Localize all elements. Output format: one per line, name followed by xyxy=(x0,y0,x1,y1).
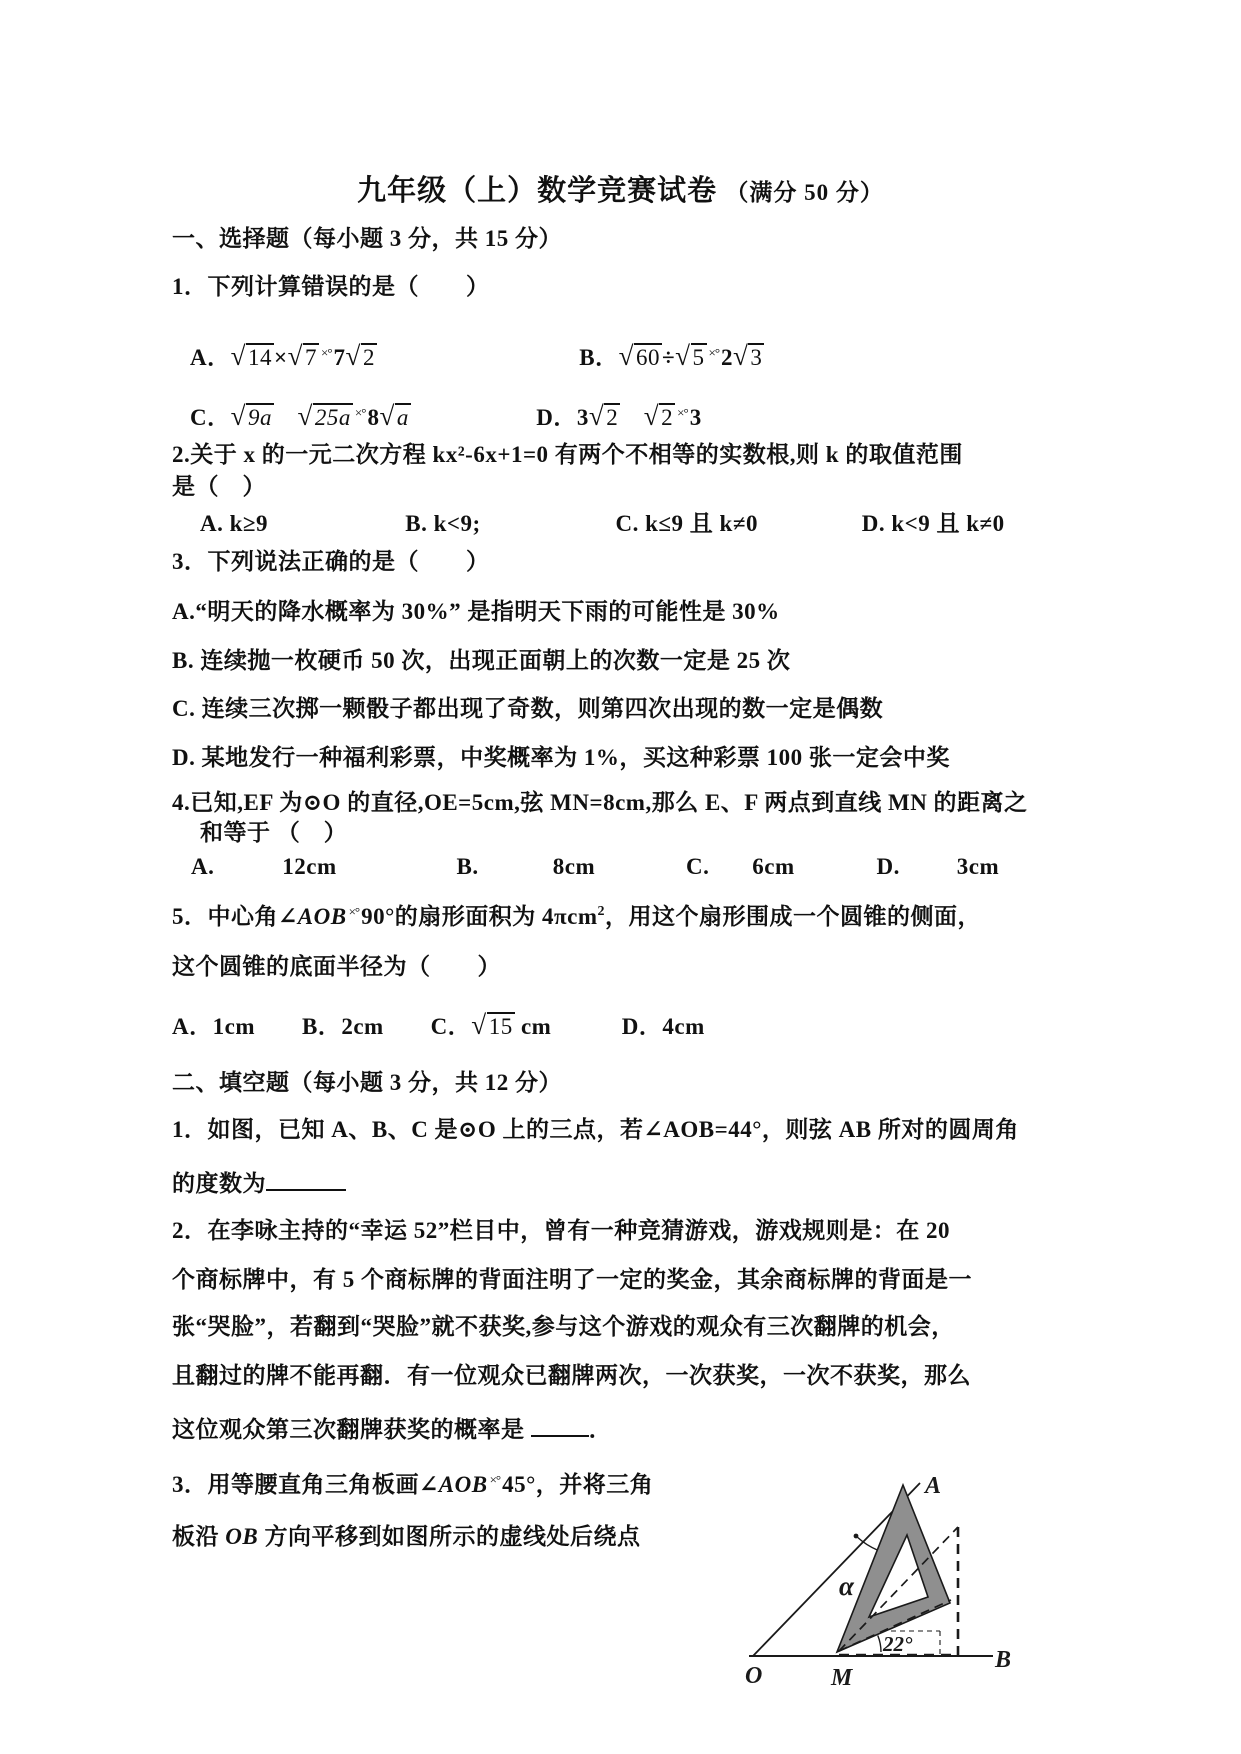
s1-q3-option-b: B. 连续抛一枚硬币 50 次，出现正面朝上的次数一定是 25 次 xyxy=(172,648,791,673)
section1-heading: 一、选择题（每小题 3 分，共 15 分） xyxy=(172,226,562,251)
s1-q1-options-row1 xyxy=(172,338,764,373)
figure-label-A: A xyxy=(925,1473,942,1499)
s2-q2-line1: 2．在李咏主持的“幸运 52”栏目中，曾有一种竞猜游戏，游戏规则是：在 20 xyxy=(172,1218,950,1243)
page-title xyxy=(0,168,1241,209)
figure-tick-dot xyxy=(854,1534,859,1539)
s1-q1-option-a: A．√14×√7 ×°7√2 xyxy=(190,341,375,371)
s1-q2-option-b: B. k<9; xyxy=(405,511,481,536)
s1-q2-options-row xyxy=(172,509,1005,539)
figure-q3-container xyxy=(735,1445,1065,1715)
s1-q4-option-b-label: B. xyxy=(456,854,479,879)
exam-title: 九年级（上）数学竞赛试卷 xyxy=(357,175,718,207)
s2-q2-line2: 个商标牌中，有 5 个商标牌的背面注明了一定的奖金，其余商标牌的背面是一 xyxy=(172,1267,972,1292)
figure-label-22deg: 22° xyxy=(883,1632,913,1656)
s2-q2-line3: 张“哭脸”，若翻到“哭脸”就不获奖,参与这个游戏的观众有三次翻牌的机会， xyxy=(172,1314,955,1339)
s1-q4-option-d-label: D. xyxy=(876,854,900,879)
s1-q4-option-b-value: 8cm xyxy=(552,854,596,879)
s2-q2-line4: 且翻过的牌不能再翻．有一位观众已翻牌两次，一次获奖，一次不获奖，那么 xyxy=(172,1363,971,1388)
s1-q2-stem-line1: 2.关于 x 的一元二次方程 kx²-6x+1=0 有两个不相等的实数根,则 k 的取值范围 xyxy=(172,442,963,467)
s2-q2-line5: 这位观众第三次翻牌获奖的概率是 ． xyxy=(172,1411,612,1445)
figure-arc-22 xyxy=(878,1636,881,1653)
s1-q2-option-d: D. k<9 且 k≠0 xyxy=(861,511,1005,536)
s1-q4-option-a-value: 12cm xyxy=(282,854,337,879)
s1-q1-option-c: C．√9a √25a ×°8√a xyxy=(190,401,409,431)
s1-q3-stem: 3．下列说法正确的是（ ） xyxy=(172,549,490,574)
s1-q5-stem-line2: 这个圆锥的底面半径为（ ） xyxy=(172,954,501,979)
figure-label-O: O xyxy=(745,1663,763,1689)
s1-q4-option-d-value: 3cm xyxy=(956,854,1000,879)
figure-label-M: M xyxy=(831,1665,853,1691)
s2-q3-line2: 板沿 OB 方向平移到如图所示的虚线处后绕点 xyxy=(172,1524,641,1549)
s1-q3-option-a: A.“明天的降水概率为 30%” 是指明天下雨的可能性是 30% xyxy=(172,599,780,624)
exam-title-score: （满分 50 分） xyxy=(725,180,884,205)
s1-q1-options-row2 xyxy=(172,398,702,433)
s1-q4-options-row xyxy=(172,852,999,882)
s1-q1-option-d: D．3√2 √2 ×°3 xyxy=(536,401,702,431)
s1-q1-stem: 1．下列计算错误的是（ ） xyxy=(172,274,490,299)
s1-q4-stem-line2: 和等于 （ ） xyxy=(200,820,348,845)
s1-q2-option-a: A. k≥9 xyxy=(200,511,269,536)
s1-q5-options-row: A．1cm B．2cm C．√15 cm D．4cm xyxy=(172,1010,705,1040)
figure-label-alpha: α xyxy=(839,1571,854,1601)
s1-q2-stem-line2: 是（ ） xyxy=(172,474,266,499)
geometry-figure xyxy=(735,1445,1065,1715)
s1-q3-option-c: C. 连续三次掷一颗骰子都出现了奇数，则第四次出现的数一定是偶数 xyxy=(172,696,884,721)
section2-heading: 二、填空题（每小题 3 分，共 12 分） xyxy=(172,1070,562,1095)
s1-q4-option-c-label: C. xyxy=(686,854,710,879)
s1-q4-stem-line1: 4.已知,EF 为⊙O 的直径,OE=5cm,弦 MN=8cm,那么 E、F 两点到直线 MN 的距离之 xyxy=(172,790,1028,815)
s1-q4-option-a-label: A. xyxy=(191,854,215,879)
s1-q2-option-c: C. k≤9 且 k≠0 xyxy=(615,511,758,536)
s1-q3-option-d: D. 某地发行一种福利彩票，中奖概率为 1%，买这种彩票 100 张一定会中奖 xyxy=(172,745,950,770)
s1-q1-option-b: B．√60÷√5 ×°2√3 xyxy=(579,341,763,371)
s1-q5-stem-line1: 5．中心角∠AOB ×°90°的扇形面积为 4πcm$^2$，用这个扇形围成一个圆锥的侧面， xyxy=(172,904,982,929)
s2-q3-line1: 3．用等腰直角三角板画∠AOB ×°45°，并将三角 xyxy=(172,1472,654,1497)
s2-q1-line1: 1．如图，已知 A、B、C 是⊙O 上的三点，若∠AOB=44°，则弦 AB 所对的圆周角 xyxy=(172,1117,1019,1142)
s2-q1-line2: 的度数为 xyxy=(172,1165,346,1199)
figure-triangle-ruler xyxy=(837,1485,950,1652)
s1-q4-option-c-value: 6cm xyxy=(752,854,795,879)
figure-label-B: B xyxy=(995,1647,1012,1673)
